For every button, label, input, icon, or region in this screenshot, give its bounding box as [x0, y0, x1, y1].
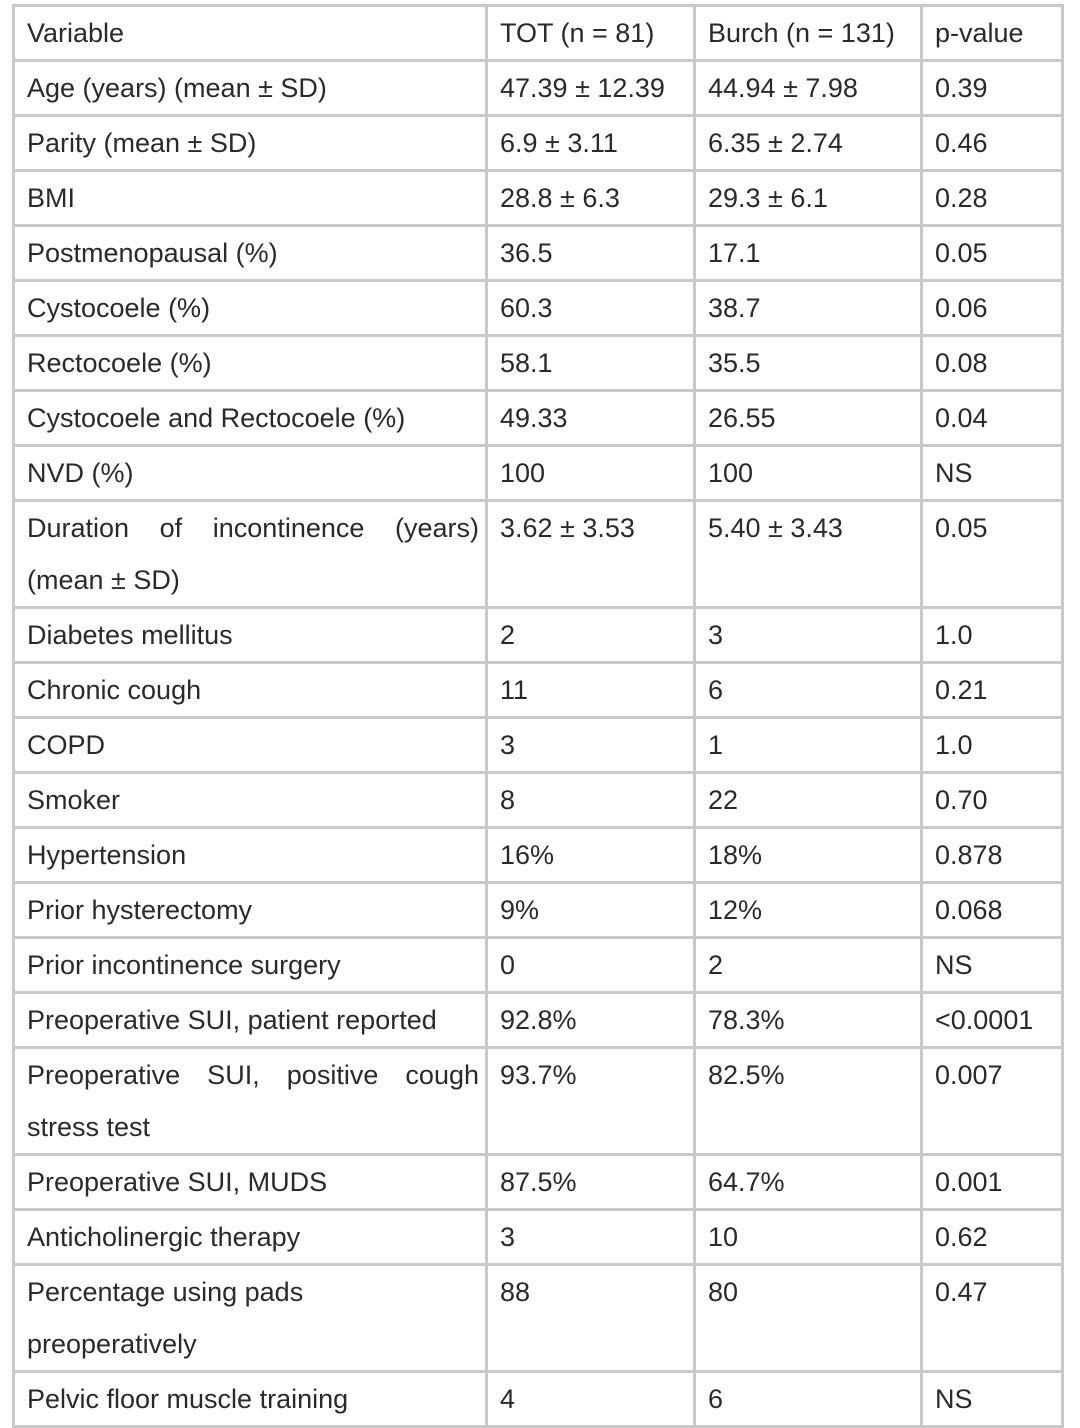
table-row: [14, 718, 1063, 773]
table-row: [14, 1155, 1063, 1210]
table-body: [14, 61, 1063, 1427]
cell-tot: 47.39 ± 12.39: [487, 61, 695, 116]
table-row: [14, 883, 1063, 938]
cell-tot: 88: [487, 1265, 695, 1372]
table-row: [14, 938, 1063, 993]
cell-p-value: 0.08: [922, 336, 1063, 391]
cell-p-value: 0.28: [922, 171, 1063, 226]
cell-burch: 29.3 ± 6.1: [695, 171, 922, 226]
cell-burch: 10: [695, 1210, 922, 1265]
cell-variable: Smoker: [14, 773, 487, 828]
cell-p-value: 0.05: [922, 226, 1063, 281]
cell-p-value: 1.0: [922, 608, 1063, 663]
cell-burch: 2: [695, 938, 922, 993]
table-row: [14, 446, 1063, 501]
cell-tot: 49.33: [487, 391, 695, 446]
cell-burch: 22: [695, 773, 922, 828]
cell-tot: 60.3: [487, 281, 695, 336]
cell-variable: NVD (%): [14, 446, 487, 501]
table-row: [14, 773, 1063, 828]
cell-burch: 80: [695, 1265, 922, 1372]
cell-burch: 5.40 ± 3.43: [695, 501, 922, 608]
cell-tot: 0: [487, 938, 695, 993]
cell-tot: 16%: [487, 828, 695, 883]
cell-p-value: 0.05: [922, 501, 1063, 608]
cell-variable: Chronic cough: [14, 663, 487, 718]
cell-p-value: 0.001: [922, 1155, 1063, 1210]
cell-tot: 28.8 ± 6.3: [487, 171, 695, 226]
cell-p-value: 0.06: [922, 281, 1063, 336]
cell-variable: BMI: [14, 171, 487, 226]
cell-burch: 6: [695, 1372, 922, 1427]
table-row: [14, 171, 1063, 226]
cell-variable: Postmenopausal (%): [14, 226, 487, 281]
cell-p-value: 1.0: [922, 718, 1063, 773]
cell-p-value: 0.39: [922, 61, 1063, 116]
cell-variable: Diabetes mellitus: [14, 608, 487, 663]
cell-burch: 44.94 ± 7.98: [695, 61, 922, 116]
cell-burch: 6.35 ± 2.74: [695, 116, 922, 171]
cell-variable: Preoperative SUI, positive cough stress test: [14, 1048, 487, 1155]
cell-burch: 26.55: [695, 391, 922, 446]
cell-burch: 3: [695, 608, 922, 663]
table-row: [14, 1372, 1063, 1427]
cell-variable: COPD: [14, 718, 487, 773]
header-row: [14, 6, 1063, 61]
cell-tot: 9%: [487, 883, 695, 938]
table-row: [14, 61, 1063, 116]
cell-burch: 6: [695, 663, 922, 718]
cell-p-value: 0.62: [922, 1210, 1063, 1265]
table-row: [14, 281, 1063, 336]
cell-variable: Age (years) (mean ± SD): [14, 61, 487, 116]
table-row: [14, 608, 1063, 663]
cell-p-value: NS: [922, 446, 1063, 501]
cell-tot: 3: [487, 1210, 695, 1265]
cell-tot: 6.9 ± 3.11: [487, 116, 695, 171]
cell-p-value: 0.47: [922, 1265, 1063, 1372]
table-row: [14, 828, 1063, 883]
table-row: [14, 1048, 1063, 1155]
table-row: [14, 336, 1063, 391]
header-p-value: p-value: [922, 6, 1063, 61]
cell-variable: Percentage using pads preoperatively: [14, 1265, 487, 1372]
cell-p-value: 0.21: [922, 663, 1063, 718]
cell-tot: 93.7%: [487, 1048, 695, 1155]
cell-burch: 38.7: [695, 281, 922, 336]
cell-burch: 78.3%: [695, 993, 922, 1048]
table-row: [14, 116, 1063, 171]
cell-tot: 92.8%: [487, 993, 695, 1048]
table-row: [14, 391, 1063, 446]
cell-variable: Cystocoele (%): [14, 281, 487, 336]
cell-p-value: NS: [922, 938, 1063, 993]
cell-p-value: 0.46: [922, 116, 1063, 171]
cell-tot: 3.62 ± 3.53: [487, 501, 695, 608]
cell-tot: 100: [487, 446, 695, 501]
cell-variable: Preoperative SUI, MUDS: [14, 1155, 487, 1210]
demographics-table: [12, 4, 1064, 1428]
cell-variable: Prior hysterectomy: [14, 883, 487, 938]
cell-burch: 1: [695, 718, 922, 773]
cell-variable: Parity (mean ± SD): [14, 116, 487, 171]
cell-tot: 36.5: [487, 226, 695, 281]
cell-tot: 58.1: [487, 336, 695, 391]
cell-tot: 2: [487, 608, 695, 663]
cell-burch: 64.7%: [695, 1155, 922, 1210]
cell-p-value: 0.04: [922, 391, 1063, 446]
cell-burch: 35.5: [695, 336, 922, 391]
cell-p-value: 0.878: [922, 828, 1063, 883]
header-tot: TOT (n = 81): [487, 6, 695, 61]
table-row: [14, 1210, 1063, 1265]
cell-burch: 17.1: [695, 226, 922, 281]
cell-variable: Prior incontinence surgery: [14, 938, 487, 993]
cell-tot: 11: [487, 663, 695, 718]
cell-variable: Cystocoele and Rectocoele (%): [14, 391, 487, 446]
cell-tot: 87.5%: [487, 1155, 695, 1210]
demographics-table-container: [12, 4, 1061, 1428]
cell-p-value: 0.70: [922, 773, 1063, 828]
cell-p-value: <0.0001: [922, 993, 1063, 1048]
cell-burch: 12%: [695, 883, 922, 938]
cell-burch: 82.5%: [695, 1048, 922, 1155]
cell-burch: 100: [695, 446, 922, 501]
cell-p-value: NS: [922, 1372, 1063, 1427]
cell-p-value: 0.068: [922, 883, 1063, 938]
cell-p-value: 0.007: [922, 1048, 1063, 1155]
table-row: [14, 226, 1063, 281]
cell-variable: Pelvic floor muscle training: [14, 1372, 487, 1427]
cell-variable: Rectocoele (%): [14, 336, 487, 391]
cell-burch: 18%: [695, 828, 922, 883]
table-row: [14, 663, 1063, 718]
table-row: [14, 1265, 1063, 1372]
cell-tot: 4: [487, 1372, 695, 1427]
cell-variable: Anticholinergic therapy: [14, 1210, 487, 1265]
cell-variable: Preoperative SUI, patient reported: [14, 993, 487, 1048]
table-row: [14, 993, 1063, 1048]
table-header: [14, 6, 1063, 61]
cell-variable: Hypertension: [14, 828, 487, 883]
cell-tot: 3: [487, 718, 695, 773]
cell-tot: 8: [487, 773, 695, 828]
header-variable: Variable: [14, 6, 487, 61]
header-burch: Burch (n = 131): [695, 6, 922, 61]
cell-variable: Duration of incontinence (years) (mean ± SD): [14, 501, 487, 608]
table-row: [14, 501, 1063, 608]
